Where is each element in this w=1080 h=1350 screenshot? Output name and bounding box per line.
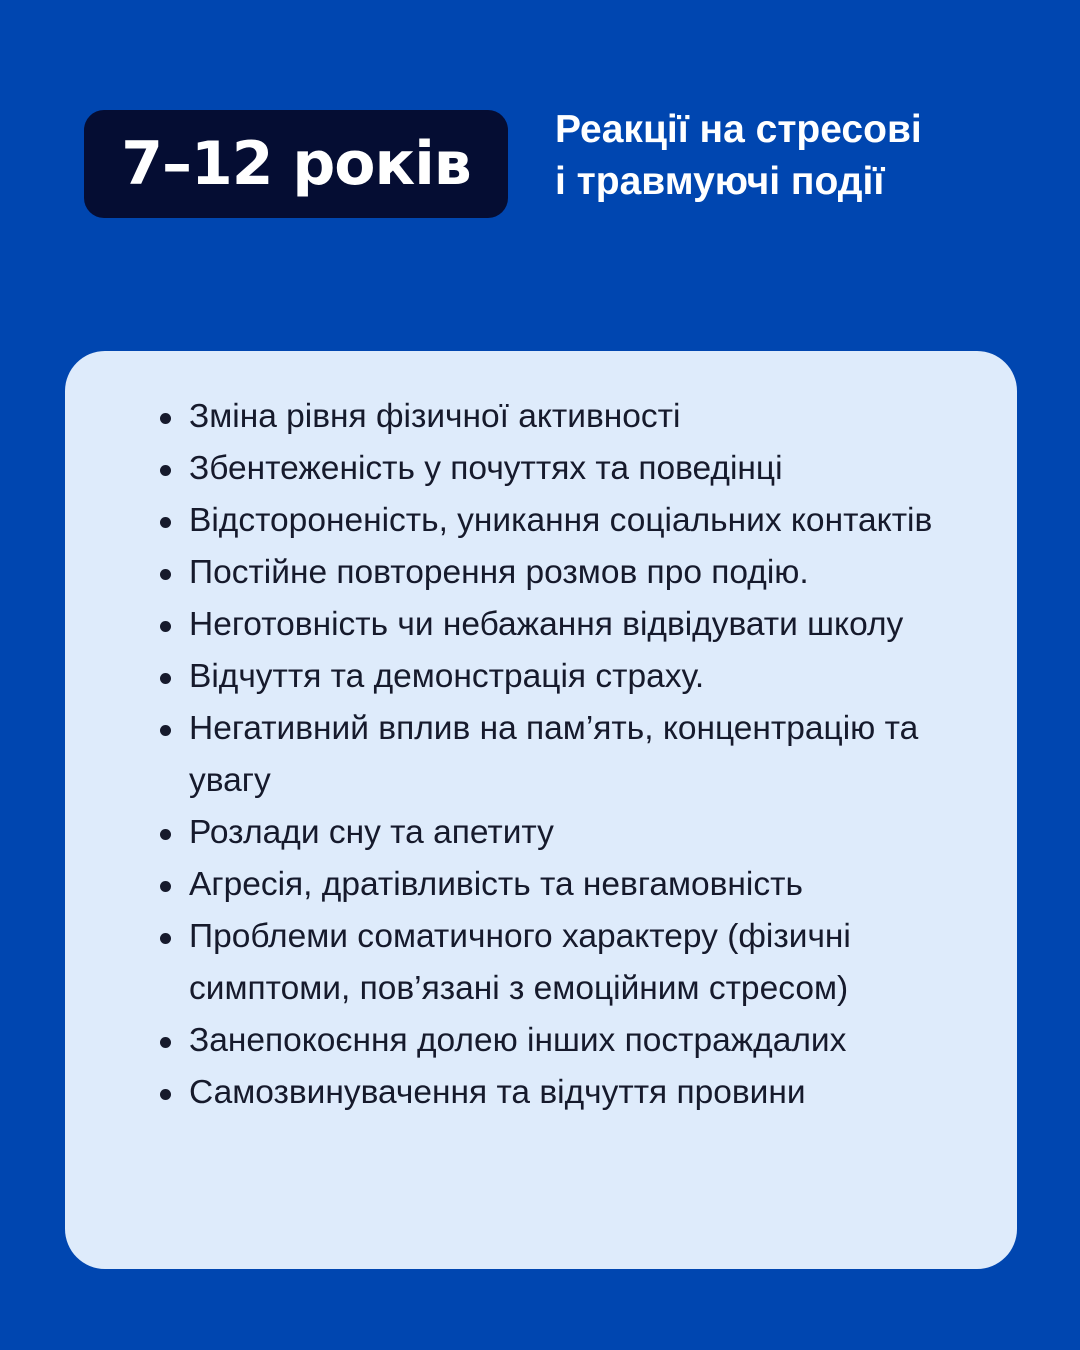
list-item bbox=[157, 807, 987, 859]
bullet-icon bbox=[160, 1089, 171, 1100]
bullet-icon bbox=[160, 933, 171, 944]
list-item bbox=[157, 391, 987, 443]
headline-line-2: і травмуючі події bbox=[555, 160, 885, 203]
list-item bbox=[157, 599, 987, 651]
list-item-text: Збентеженість у почуттях та поведінці bbox=[189, 450, 783, 487]
list-item bbox=[157, 911, 987, 1015]
list-item-text: Проблеми соматичного характеру (фізичні симптоми, пов’язані з емоційним стресом) bbox=[189, 918, 851, 1007]
bullet-icon bbox=[160, 569, 171, 580]
age-badge bbox=[84, 110, 508, 218]
list-item-text: Постійне повторення розмов про подію. bbox=[189, 554, 809, 591]
reactions-list bbox=[157, 391, 987, 1119]
list-item bbox=[157, 1067, 987, 1119]
bullet-icon bbox=[160, 413, 171, 424]
bullet-icon bbox=[160, 1037, 171, 1048]
list-item bbox=[157, 495, 987, 547]
list-item-text: Розлади сну та апетиту bbox=[189, 814, 554, 851]
bullet-icon bbox=[160, 621, 171, 632]
list-item bbox=[157, 651, 987, 703]
list-item bbox=[157, 443, 987, 495]
list-item bbox=[157, 703, 987, 807]
list-item-text: Зміна рівня фізичної активності bbox=[189, 398, 681, 435]
list-item-text: Самозвинувачення та відчуття провини bbox=[189, 1074, 806, 1111]
list-item-text: Занепокоєння долею інших постраждалих bbox=[189, 1022, 847, 1059]
list-item-text: Відстороненість, уникання соціальних контактів bbox=[189, 502, 933, 539]
list-item-text: Неготовність чи небажання відвідувати школу bbox=[189, 606, 904, 643]
bullet-icon bbox=[160, 725, 171, 736]
list-item bbox=[157, 859, 987, 911]
bullet-icon bbox=[160, 517, 171, 528]
list-item-text: Негативний вплив на пам’ять, концентрацію та увагу bbox=[189, 710, 919, 799]
bullet-icon bbox=[160, 465, 171, 476]
bullet-icon bbox=[160, 829, 171, 840]
bullet-icon bbox=[160, 881, 171, 892]
bullet-icon bbox=[160, 673, 171, 684]
list-item-text: Відчуття та демонстрація страху. bbox=[189, 658, 705, 695]
headline bbox=[555, 104, 1035, 208]
reactions-card bbox=[65, 351, 1017, 1269]
list-item-text: Агресія, дратівливість та невгамовність bbox=[189, 866, 803, 903]
age-range-title: 7–12 років bbox=[121, 129, 471, 199]
list-item bbox=[157, 1015, 987, 1067]
list-item bbox=[157, 547, 987, 599]
headline-line-1: Реакції на стресові bbox=[555, 108, 922, 151]
